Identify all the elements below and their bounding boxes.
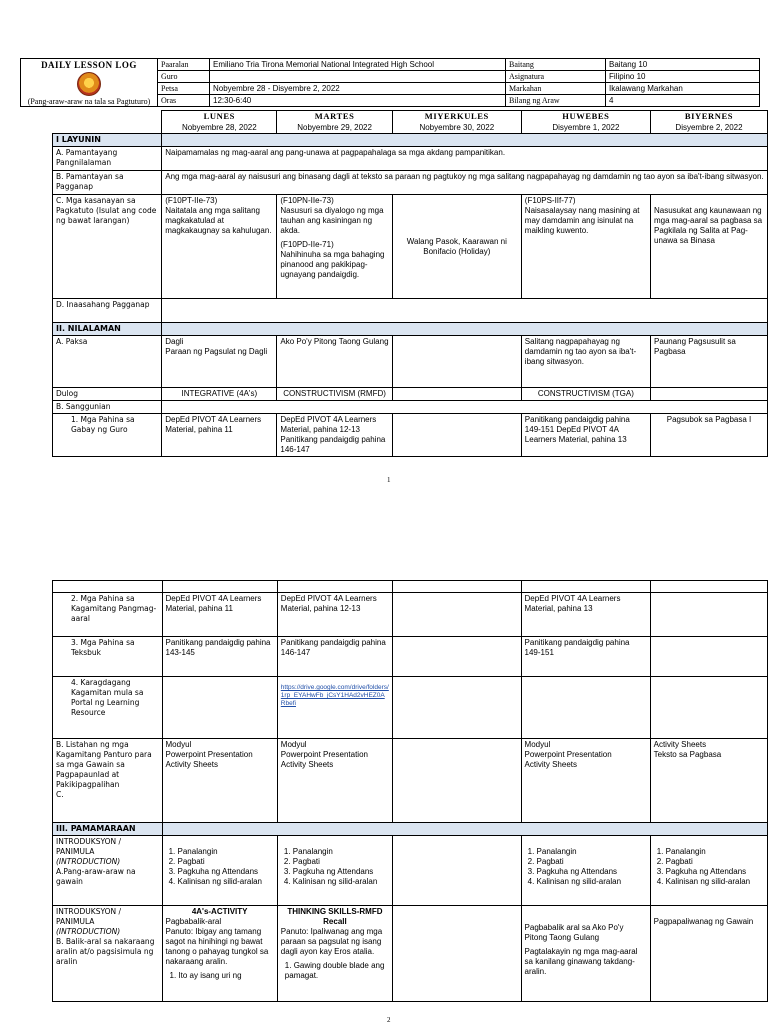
markahan-value: Ikalawang Markahan <box>606 83 760 95</box>
balik-aral-thu: Pagbabalik aral sa Ako Po'y Pitong Taong Gulang Pagtalakayin ng mga mag-aaral sa kanilang ginawang takdang-aralin. <box>521 906 650 1002</box>
kagamitang-mon: DepEd PIVOT 4A Learners Material, pahina 11 <box>162 593 277 637</box>
row-label-kagamitang-pangmag-aaral: 2. Mga Pahina sa Kagamitang Pangmag-aaral <box>53 593 163 637</box>
paksa-fri: Paunang Pagsusulit sa Pagbasa <box>651 336 768 388</box>
row-label-pamantayang-pangnilalaman: A. Pamantayang Pangnilalaman <box>53 147 162 171</box>
page-number-1: 1 <box>387 476 391 484</box>
pamantayan-pagganap-text: Ang mga mag-aaral ay naisusuri ang binasang dagli at teksto sa paraan ng pagtukoy ng mga salitang nagpapahayag ng damdamin ng tao ayon sa iba't-ibang sitwasyon. <box>162 171 768 195</box>
asignatura-value: Filipino 10 <box>606 71 760 83</box>
day-col-mon: LUNES Nobyembre 28, 2022 <box>162 111 277 134</box>
routine-fri: 1. Panalangin 2. Pagbati 3. Pagkuha ng Attendans 4. Kalinisan ng silid-aralan <box>650 836 767 906</box>
dll-subtitle: (Pang-araw-araw na tala sa Pagtuturo) <box>27 97 151 106</box>
petsa-value: Nobyembre 28 - Disyembre 2, 2022 <box>210 83 506 95</box>
kagamitang-thu: DepEd PIVOT 4A Learners Material, pahina 13 <box>521 593 650 637</box>
row-label-pamantayan-pagganap: B. Pamantayan sa Pagganap <box>53 171 162 195</box>
dulog-thu: CONSTRUCTIVISM (TGA) <box>521 388 650 401</box>
day-col-wed: MIYERKULES Nobyembre 30, 2022 <box>392 111 521 134</box>
asignatura-label: Asignatura <box>506 71 606 83</box>
school-logo <box>77 72 101 96</box>
row-label-listahan-kagamitan: B. Listahan ng mga Kagamitang Panturo para sa mga Gawain sa Pagpapaunlad at Pakikipagpalihan C. <box>53 739 163 823</box>
teksbuk-thu: Panitikang pandaigdig pahina 149-151 <box>521 637 650 677</box>
kasanayan-fri: Nasusukat ang kaunawaan ng mga mag-aaral sa pagbasa sa Pagkilala ng Salita at Pag-unawa sa Binasa <box>651 195 768 299</box>
row-label-kasanayan: C. Mga kasanayan sa Pagkatuto (Isulat ang code ng bawat larangan) <box>53 195 162 299</box>
paksa-mon: Dagli Paraan ng Pagsulat ng Dagli <box>162 336 277 388</box>
balik-aral-tue: THINKING SKILLS-RMFD Recall Panuto: Ipaliwanag ang mga paraan sa pagsulat ng isang dagli ayon kay Eros atalia. 1. Gawing double blade ang pamagat. <box>277 906 392 1002</box>
baitang-value: Baitang 10 <box>606 59 760 71</box>
day-col-tue: MARTES Nobyembre 29, 2022 <box>277 111 392 134</box>
kagamitang-tue: DepEd PIVOT 4A Learners Material, pahina 12-13 <box>277 593 392 637</box>
oras-value: 12:30-6:40 <box>210 95 506 107</box>
section-layunin: I LAYUNIN <box>53 134 162 147</box>
gabay-thu: Panitikang pandaigdig pahina 149-151 DepEd PIVOT 4A Learners Material, pahina 13 <box>521 414 650 457</box>
row-label-inaasahang-pagganap: D. Inaasahang Pagganap <box>53 299 162 323</box>
teksbuk-tue: Panitikang pandaigdig pahina 146-147 <box>277 637 392 677</box>
gabay-mon: DepEd PIVOT 4A Learners Material, pahina 11 <box>162 414 277 457</box>
routine-mon: 1. Panalangin 2. Pagbati 3. Pagkuha ng Attendans 4. Kalinisan ng silid-aralan <box>162 836 277 906</box>
listahan-mon: Modyul Powerpoint Presentation Activity Sheets <box>162 739 277 823</box>
kasanayan-thu: (F10PS-IIf-77) Naisasalaysay nang masining at may damdamin ang isinulat na maikling kuwento. <box>521 195 650 299</box>
dulog-tue: CONSTRUCTIVISM (RMFD) <box>277 388 392 401</box>
bilang-label: Bilang ng Araw <box>506 95 606 107</box>
days-header-row <box>53 111 768 134</box>
row-label-panimula-b: INTRODUKSYON / PANIMULA (INTRODUCTION) B. Balik-aral sa nakaraang aralin at/o pagsisimula ng aralin <box>53 906 163 1002</box>
row-label-gabay-guro: 1. Mga Pahina sa Gabay ng Guro <box>53 414 162 457</box>
balik-aral-mon: 4A's-ACTIVITY Pagbabalik-aral Panuto: Ibigay ang tamang sagot na hinihingi ng bawat tanong o pahayag tungkol sa nakaraang aralin. 1. Ito ay isang uri ng <box>162 906 277 1002</box>
paaralan-value: Emiliano Tria Tirona Memorial National Integrated High School <box>210 59 506 71</box>
petsa-label: Petsa <box>158 83 210 95</box>
row-label-paksa: A. Paksa <box>53 336 162 388</box>
routine-thu: 1. Panalangin 2. Pagbati 3. Pagkuha ng Attendans 4. Kalinisan ng silid-aralan <box>521 836 650 906</box>
section-pamamaraan: III. PAMAMARAAN <box>53 823 163 836</box>
markahan-label: Markahan <box>506 83 606 95</box>
header-table <box>20 58 760 107</box>
paksa-thu: Salitang nagpapahayag ng damdamin ng tao ayon sa iba't-ibang sitwasyon. <box>521 336 650 388</box>
page-number-2: 2 <box>387 1016 391 1024</box>
lesson-table-page-2 <box>52 580 768 1002</box>
baitang-label: Baitang <box>506 59 606 71</box>
lesson-table-page-1 <box>52 110 768 457</box>
row-label-dulog: Dulog <box>53 388 162 401</box>
gabay-tue: DepEd PIVOT 4A Learners Material, pahina 12-13 Panitikang pandaigdig pahina 146-147 <box>277 414 392 457</box>
kasanayan-wed-holiday: Walang Pasok, Kaarawan ni Bonifacio (Holiday) <box>392 195 521 299</box>
row-label-karagdagang-kagamitan: 4. Karagdagang Kagamitan mula sa Portal ng Learning Resource <box>53 677 163 739</box>
dll-title-cell <box>21 59 158 107</box>
guro-label: Guro <box>158 71 210 83</box>
day-col-fri: BIYERNES Disyembre 2, 2022 <box>651 111 768 134</box>
dll-title: DAILY LESSON LOG <box>41 60 137 70</box>
teksbuk-mon: Panitikang pandaigdig pahina 143-145 <box>162 637 277 677</box>
routine-tue: 1. Panalangin 2. Pagbati 3. Pagkuha ng Attendans 4. Kalinisan ng silid-aralan <box>277 836 392 906</box>
balik-aral-fri: Pagpapaliwanag ng Gawain <box>650 906 767 1002</box>
pamantayang-pangnilalaman-text: Naipamamalas ng mag-aaral ang pang-unawa at pagpapahalaga sa mga akdang pampanitikan. <box>162 147 768 171</box>
dulog-mon: INTEGRATIVE (4A's) <box>162 388 277 401</box>
row-label-panimula-a: INTRODUKSYON / PANIMULA (INTRODUCTION) A.Pang-araw-araw na gawain <box>53 836 163 906</box>
day-col-thu: HUWEBES Disyembre 1, 2022 <box>521 111 650 134</box>
bilang-value: 4 <box>606 95 760 107</box>
oras-label: Oras <box>158 95 210 107</box>
drive-link[interactable]: https://drive.google.com/drive/folders/1rp_EYAHwFb_jCsY1HAd2vHEZ0ARbefi <box>280 684 389 707</box>
paksa-tue: Ako Po'y Pitong Taong Gulang <box>277 336 392 388</box>
listahan-tue: Modyul Powerpoint Presentation Activity Sheets <box>277 739 392 823</box>
row-label-teksbuk: 3. Mga Pahina sa Teksbuk <box>53 637 163 677</box>
listahan-thu: Modyul Powerpoint Presentation Activity Sheets <box>521 739 650 823</box>
section-nilalaman: II. NILALAMAN <box>53 323 162 336</box>
kasanayan-tue: (F10PN-IIe-73) Nasusuri sa diyalogo ng mga tauhan ang kasiningan ng akda. (F10PD-IIe-71) Nahihinuha sa mga bahaging pinanood ang pakikipag-ugnayang pandaigdig. <box>277 195 392 299</box>
paaralan-label: Paaralan <box>158 59 210 71</box>
kasanayan-mon: (F10PT-IIe-73) Naitatala ang mga salitang magkakatulad at magkakaugnay sa kahulugan. <box>162 195 277 299</box>
listahan-fri: Activity Sheets Teksto sa Pagbasa <box>650 739 767 823</box>
gabay-fri: Pagsubok sa Pagbasa I <box>651 414 768 457</box>
row-label-sanggunian: B. Sanggunian <box>53 401 162 414</box>
guro-value <box>210 71 506 83</box>
